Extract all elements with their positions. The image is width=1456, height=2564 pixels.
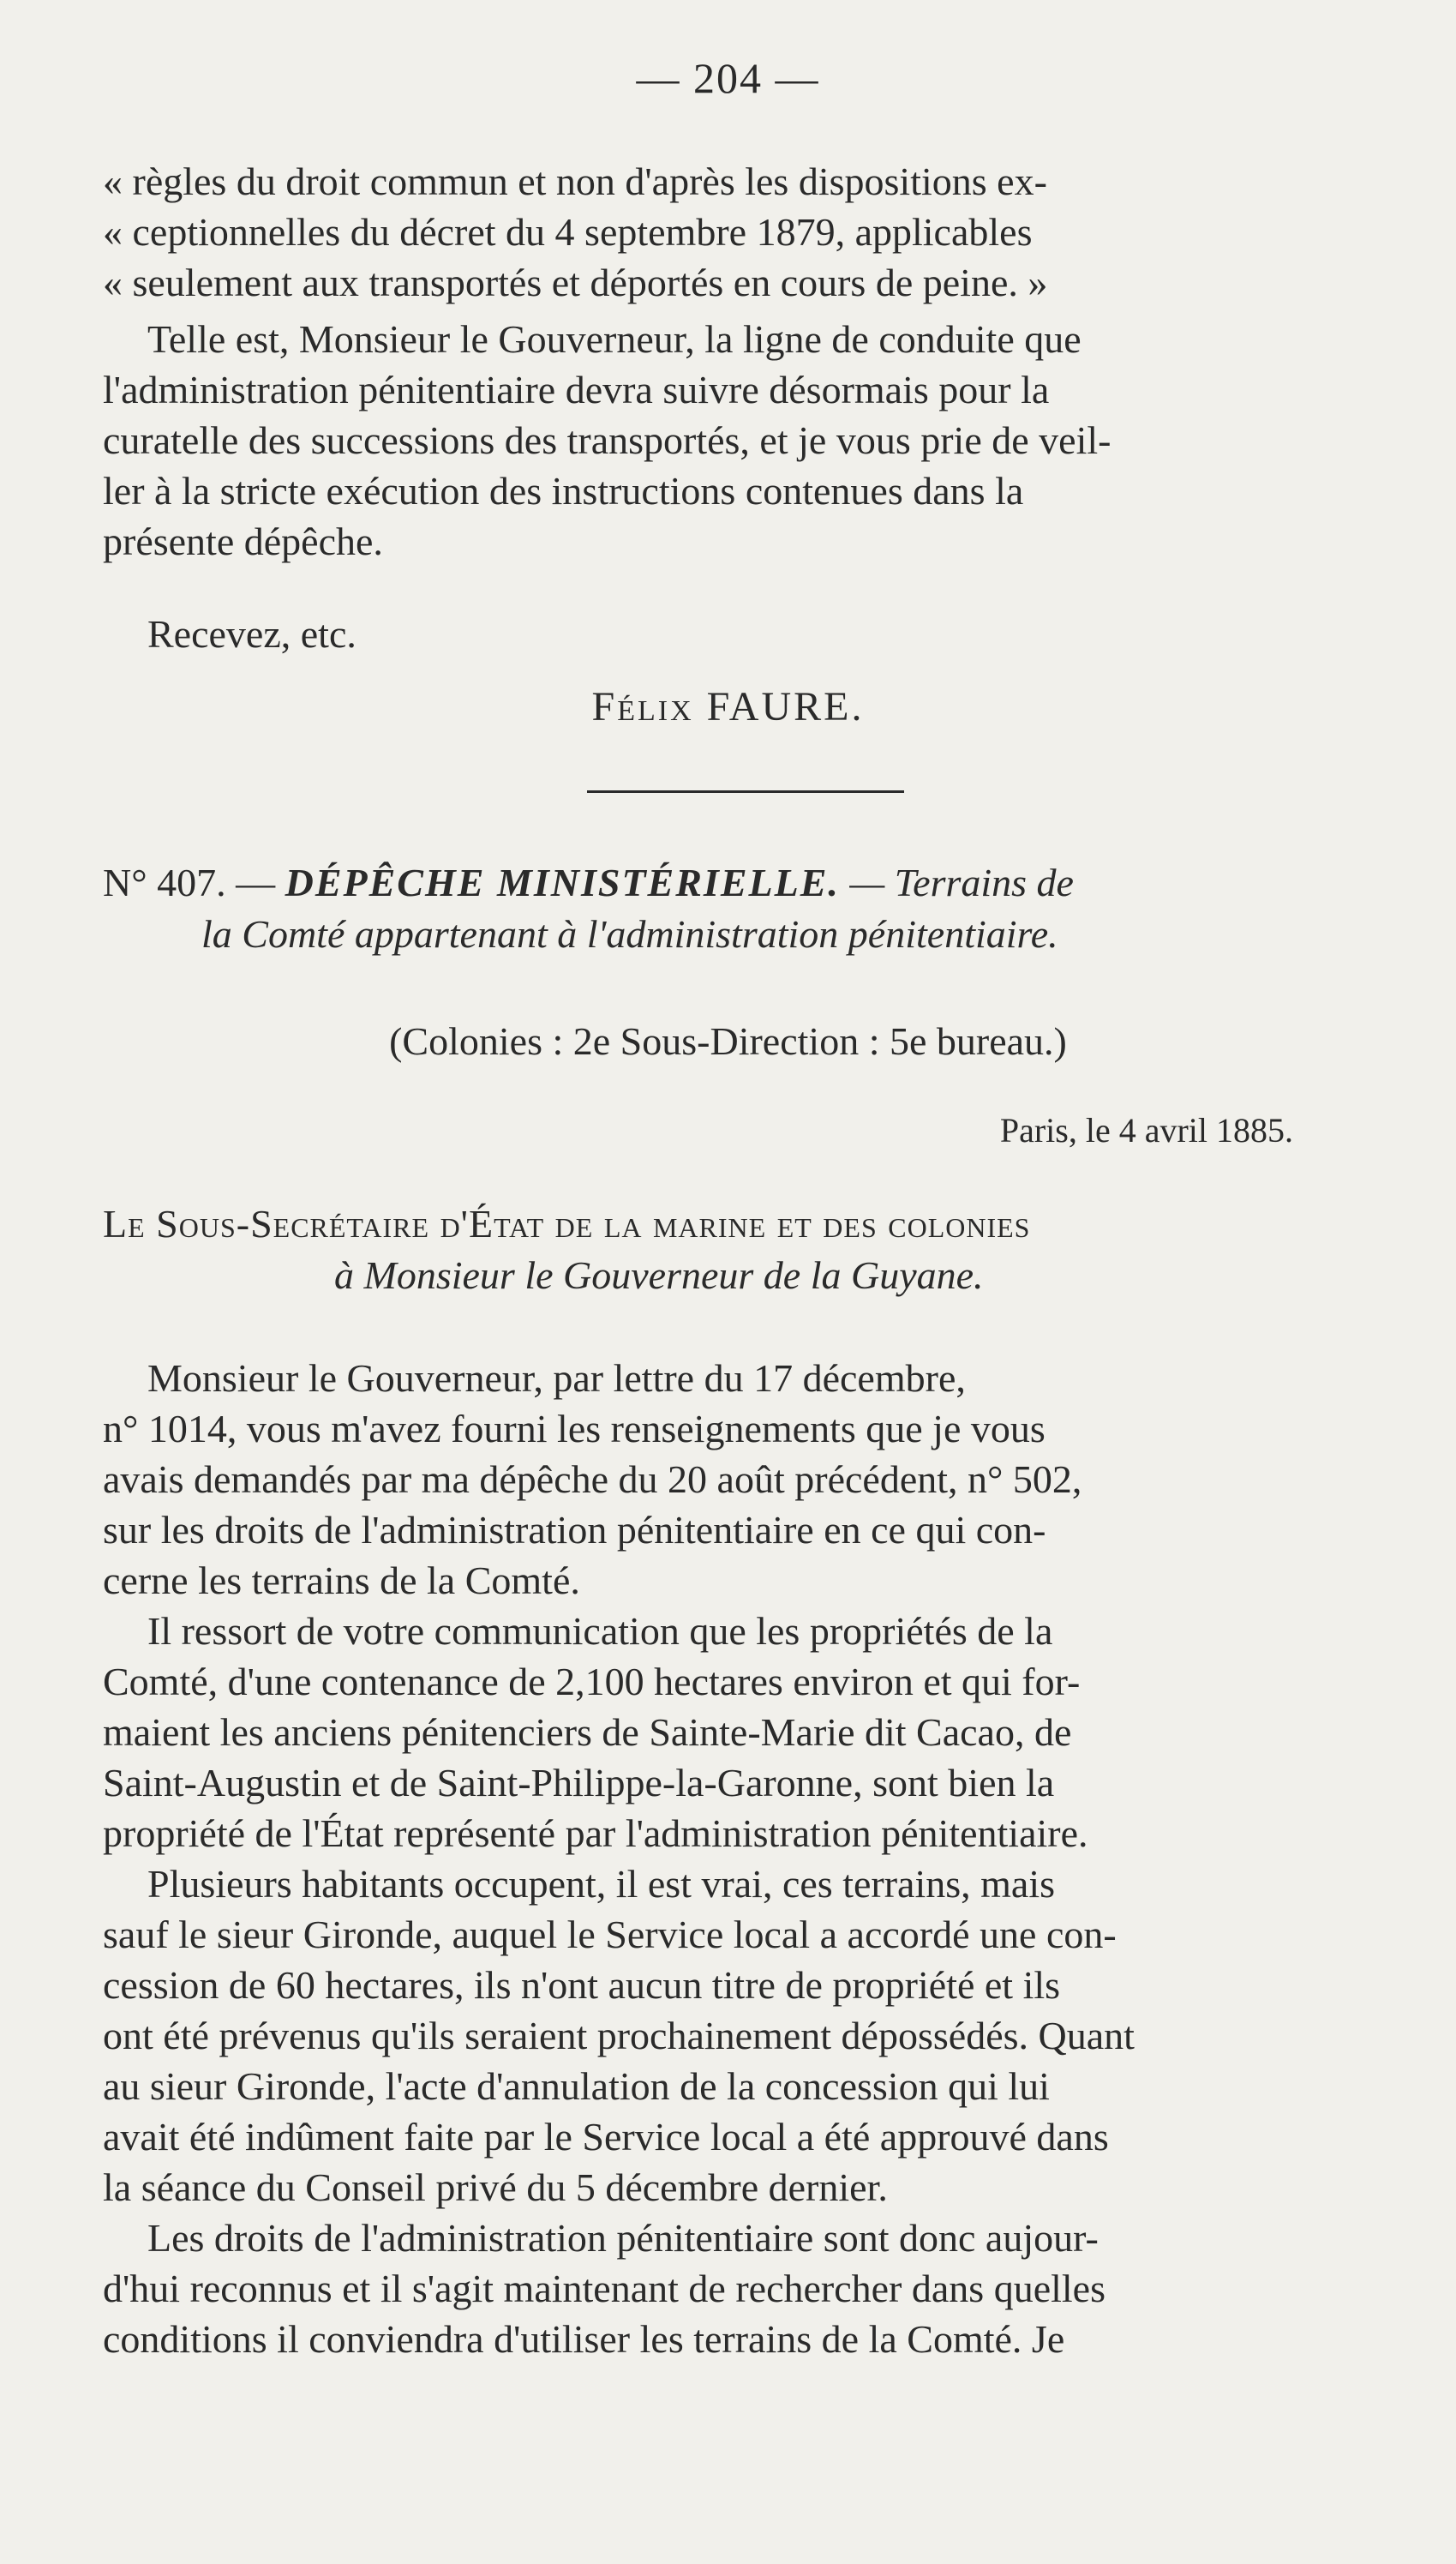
address-block [103, 1198, 1388, 1301]
text-line: Il ressort de votre communication que les propriétés de la [147, 1609, 1053, 1653]
signature: Félix FAURE. [591, 684, 865, 730]
text-line: avais demandés par ma dépêche du 20 août précédent, n° 502, [103, 1457, 1082, 1501]
text-line: Comté, d'une contenance de 2,100 hectares environ et qui for- [103, 1660, 1081, 1703]
closing-paragraph [103, 314, 1388, 567]
dateline: Paris, le 4 avril 1885. [999, 1111, 1293, 1150]
body-paragraph-4 [103, 2213, 1388, 2364]
text-line: avait été indûment faite par le Service local a été approuvé dans [103, 2115, 1109, 2159]
body-paragraph-3 [103, 1858, 1388, 2213]
sender: Le Sous-Secrétaire d'État de la marine et des colonies [103, 1202, 1031, 1246]
text-line: l'administration pénitentiaire devra suivre désormais pour la [103, 368, 1050, 411]
text-line: Plusieurs habitants occupent, il est vrai, ces terrains, mais [147, 1862, 1056, 1906]
dispatch-heading [103, 857, 1388, 960]
salutation-block [103, 609, 1388, 659]
body-paragraph-2 [103, 1606, 1388, 1858]
page-number: — 204 — [636, 54, 820, 102]
text-line: maient les anciens pénitenciers de Sainte-Marie dit Cacao, de [103, 1710, 1072, 1754]
text-line: sauf le sieur Gironde, auquel le Service local a accordé une con- [103, 1912, 1117, 1956]
office-designation: (Colonies : 2e Sous-Direction : 5e bureau.) [389, 1019, 1067, 1063]
text-line: cession de 60 hectares, ils n'ont aucun titre de propriété et ils [103, 1963, 1061, 2007]
text-line: propriété de l'État représenté par l'administration pénitentiaire. [103, 1811, 1088, 1855]
text-line: Monsieur le Gouverneur, par lettre du 17 décembre, [147, 1356, 966, 1400]
text-line: conditions il conviendra d'utiliser les terrains de la Comté. Je [103, 2317, 1065, 2361]
dispatch-number: N° 407. — [103, 861, 285, 904]
dispatch-title: DÉPÊCHE MINISTÉRIELLE. [285, 861, 840, 904]
text-line: ler à la stricte exécution des instructions contenues dans la [103, 469, 1024, 513]
opening-quote-paragraph [103, 156, 1388, 308]
text-line: Telle est, Monsieur le Gouverneur, la ligne de conduite que [147, 317, 1082, 361]
dispatch-subject-end: la Comté appartenant à l'administration pénitentiaire. [201, 912, 1058, 956]
body-paragraph-1 [103, 1353, 1388, 1606]
text-line: d'hui reconnus et il s'agit maintenant de rechercher dans quelles [103, 2267, 1105, 2310]
text-line: sur les droits de l'administration pénitentiaire en ce qui con- [103, 1508, 1046, 1552]
text-line: ont été prévenus qu'ils seraient prochainement dépossédés. Quant [103, 2014, 1135, 2057]
recipient: à Monsieur le Gouverneur de la Guyane. [334, 1253, 984, 1297]
salutation: Recevez, etc. [147, 612, 357, 656]
text-line: Saint-Augustin et de Saint-Philippe-la-Garonne, sont bien la [103, 1761, 1055, 1804]
text-line: la séance du Conseil privé du 5 décembre dernier. [103, 2165, 888, 2209]
dispatch-subject-start: — Terrains de [839, 861, 1074, 904]
text-line: « règles du droit commun et non d'après les dispositions ex- [103, 159, 1047, 203]
text-line: Les droits de l'administration pénitentiaire sont donc aujour- [147, 2216, 1099, 2260]
text-line: « seulement aux transportés et déportés en cours de peine. » [103, 261, 1048, 304]
text-line: « ceptionnelles du décret du 4 septembre 1879, applicables [103, 210, 1033, 254]
section-divider [587, 790, 904, 793]
text-line: n° 1014, vous m'avez fourni les renseignements que je vous [103, 1407, 1046, 1450]
text-line: cerne les terrains de la Comté. [103, 1558, 580, 1602]
text-line: curatelle des successions des transportés, et je vous prie de veil- [103, 418, 1111, 462]
text-line: présente dépêche. [103, 519, 383, 563]
text-line: au sieur Gironde, l'acte d'annulation de la concession qui lui [103, 2064, 1050, 2108]
